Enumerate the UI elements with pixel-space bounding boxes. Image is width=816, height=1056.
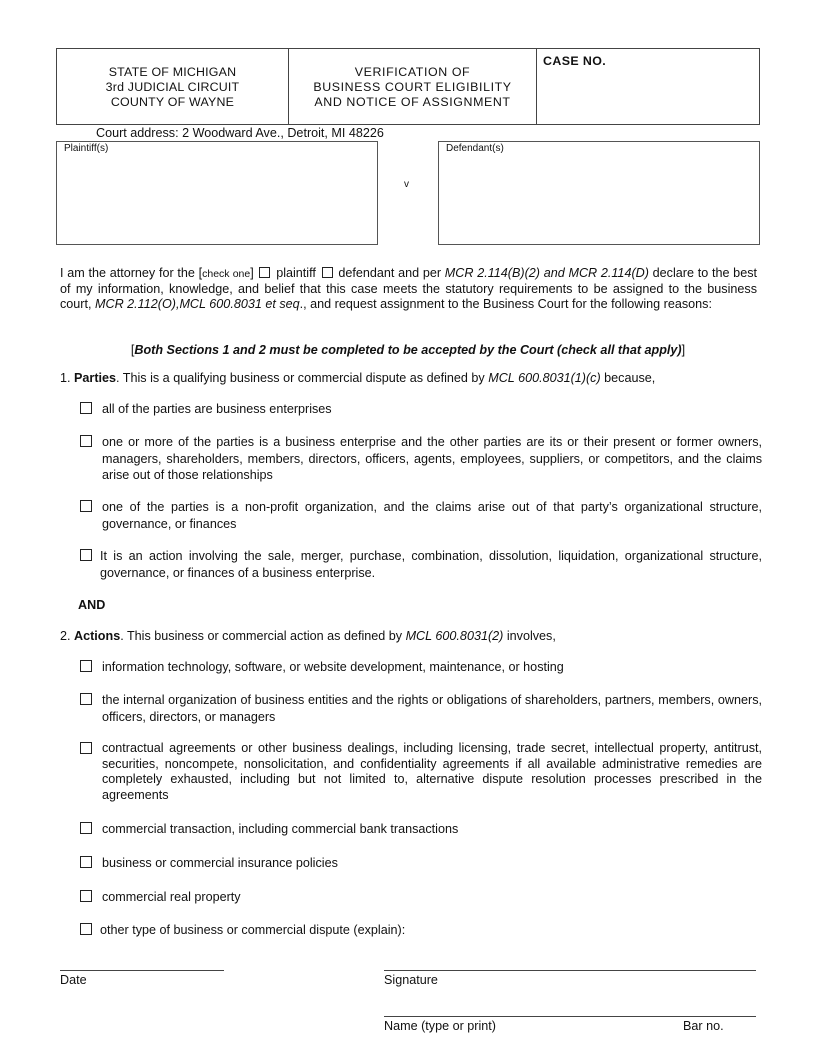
section-1-option [80,401,762,418]
name-label: Name (type or print) [384,1019,496,1033]
declaration-text-2: declare to the best of my information, knowledge, and belief that this case meets the statutory requirements to be assigned to the business court, [60,266,757,311]
declaration-text-3: ., and request assignment to the Business Court for the following reasons: [299,297,712,311]
completion-note [0,343,816,357]
section-1-option [80,499,762,532]
defendant-label: Defendant(s) [446,143,504,154]
form-title-line-1: VERIFICATION OF [354,65,471,79]
form-title [289,49,537,124]
section-2-after: involves, [506,629,556,643]
option-label: the internal organization of business entities and the rights or obligations of shareholders, partners, members, owners, officers, directors, or managers [102,693,762,724]
versus-label: v [404,179,409,190]
option-label: commercial transaction, including commercial bank transactions [102,822,459,836]
note-open-bracket: [ [130,343,135,357]
option-label: business or commercial insurance policies [102,856,338,870]
signature-line[interactable] [384,970,756,971]
form-title-line-2: BUSINESS COURT ELIGIBILITY [313,80,512,94]
plaintiff-checkbox[interactable] [259,267,270,278]
section-2-title: Actions [74,629,121,643]
name-bar-line[interactable] [384,1016,756,1017]
court-county: COUNTY OF WAYNE [110,95,235,109]
rule-citation: MCR 2.114(B)(2) and MCR 2.114(D) [444,266,649,280]
court-state: STATE OF MICHIGAN [108,65,237,79]
statute-citation: MCR 2.112(O),MCL 600.8031 et seq [95,297,300,311]
form-title-line-3: AND NOTICE OF ASSIGNMENT [314,95,511,109]
option-label: other type of business or commercial dispute (explain): [100,923,406,937]
section-2-option [80,922,762,939]
plaintiff-option-label: plaintiff [276,266,316,280]
section-2-option [80,855,762,872]
signature-label: Signature [384,973,438,987]
section-1-number: 1. [60,371,71,385]
plaintiff-label: Plaintiff(s) [64,143,109,154]
defendant-option-label: defendant and per [338,266,442,280]
section-2-number: 2. [60,629,71,643]
defendant-field[interactable] [438,141,760,245]
section-2-option [80,821,762,838]
section-1-citation: MCL 600.8031(1)(c) [488,371,601,385]
section-2-option [80,659,762,676]
case-no-field[interactable] [537,49,759,124]
section-2-option [80,692,762,725]
date-label: Date [60,973,87,987]
checkbox[interactable] [80,500,92,512]
section-2-option [80,889,762,906]
checkbox[interactable] [80,923,92,935]
checkbox[interactable] [80,435,92,447]
option-label: commercial real property [102,890,241,904]
defendant-checkbox[interactable] [322,267,333,278]
and-connector: AND [78,598,106,612]
section-1-text: . This is a qualifying business or commercial dispute as defined by [116,371,485,385]
option-label: one of the parties is a non-profit organization, and the claims arise out of that party’s organizational structure, governance, or finances [102,500,762,531]
checkbox[interactable] [80,693,92,705]
attorney-declaration [60,266,757,312]
checkbox[interactable] [80,890,92,902]
date-line[interactable] [60,970,224,971]
bar-no-label: Bar no. [683,1019,724,1033]
checkbox[interactable] [80,742,92,754]
plaintiff-field[interactable] [56,141,378,245]
court-identification [57,49,289,124]
checkbox[interactable] [80,856,92,868]
court-circuit: 3rd JUDICIAL CIRCUIT [105,80,240,94]
section-2-text: . This business or commercial action as defined by [120,629,403,643]
option-label: all of the parties are business enterprises [102,402,332,416]
note-text: Both Sections 1 and 2 must be completed to be accepted by the Court (check all that apply) [134,343,682,357]
section-1-title: Parties [74,371,117,385]
checkbox[interactable] [80,402,92,414]
section-1-heading [60,371,655,385]
section-1-option [80,434,762,484]
option-label: one or more of the parties is a business enterprise and the other parties are its or their present or former owners, managers, shareholders, members, directors, officers, agents, employees, suppliers, or competitors, and the claims arise out of those relationships [102,435,762,482]
check-one-hint: check one [202,268,251,280]
option-label: contractual agreements or other business dealings, including licensing, trade secret, intellectual property, antitrust, securities, noncompete, nonsolicitation, and confidentiality agreements if all available administrative remedies are completely exhausted, including but not limited to, alternative dispute resolution processes prescribed in the agreements [102,741,762,802]
option-label: It is an action involving the sale, merger, purchase, combination, dissolution, liquidation, organizational structure, governance, or finances of a business enterprise. [100,549,762,580]
checkbox[interactable] [80,822,92,834]
section-1-option [80,548,762,581]
form-header [56,48,760,125]
checkbox[interactable] [80,549,92,561]
checkbox[interactable] [80,660,92,672]
section-1-after: because, [604,371,656,385]
court-address: Court address: 2 Woodward Ave., Detroit, MI 48226 [96,126,384,140]
case-no-label: CASE NO. [543,54,607,68]
section-2-option [80,741,762,803]
declaration-bracket: ] [250,266,254,280]
section-2-heading [60,629,556,643]
option-label: information technology, software, or website development, maintenance, or hosting [102,660,564,674]
declaration-text: I am the attorney for the [ [60,266,203,280]
note-close-bracket: ] [681,343,686,357]
section-2-citation: MCL 600.8031(2) [405,629,504,643]
